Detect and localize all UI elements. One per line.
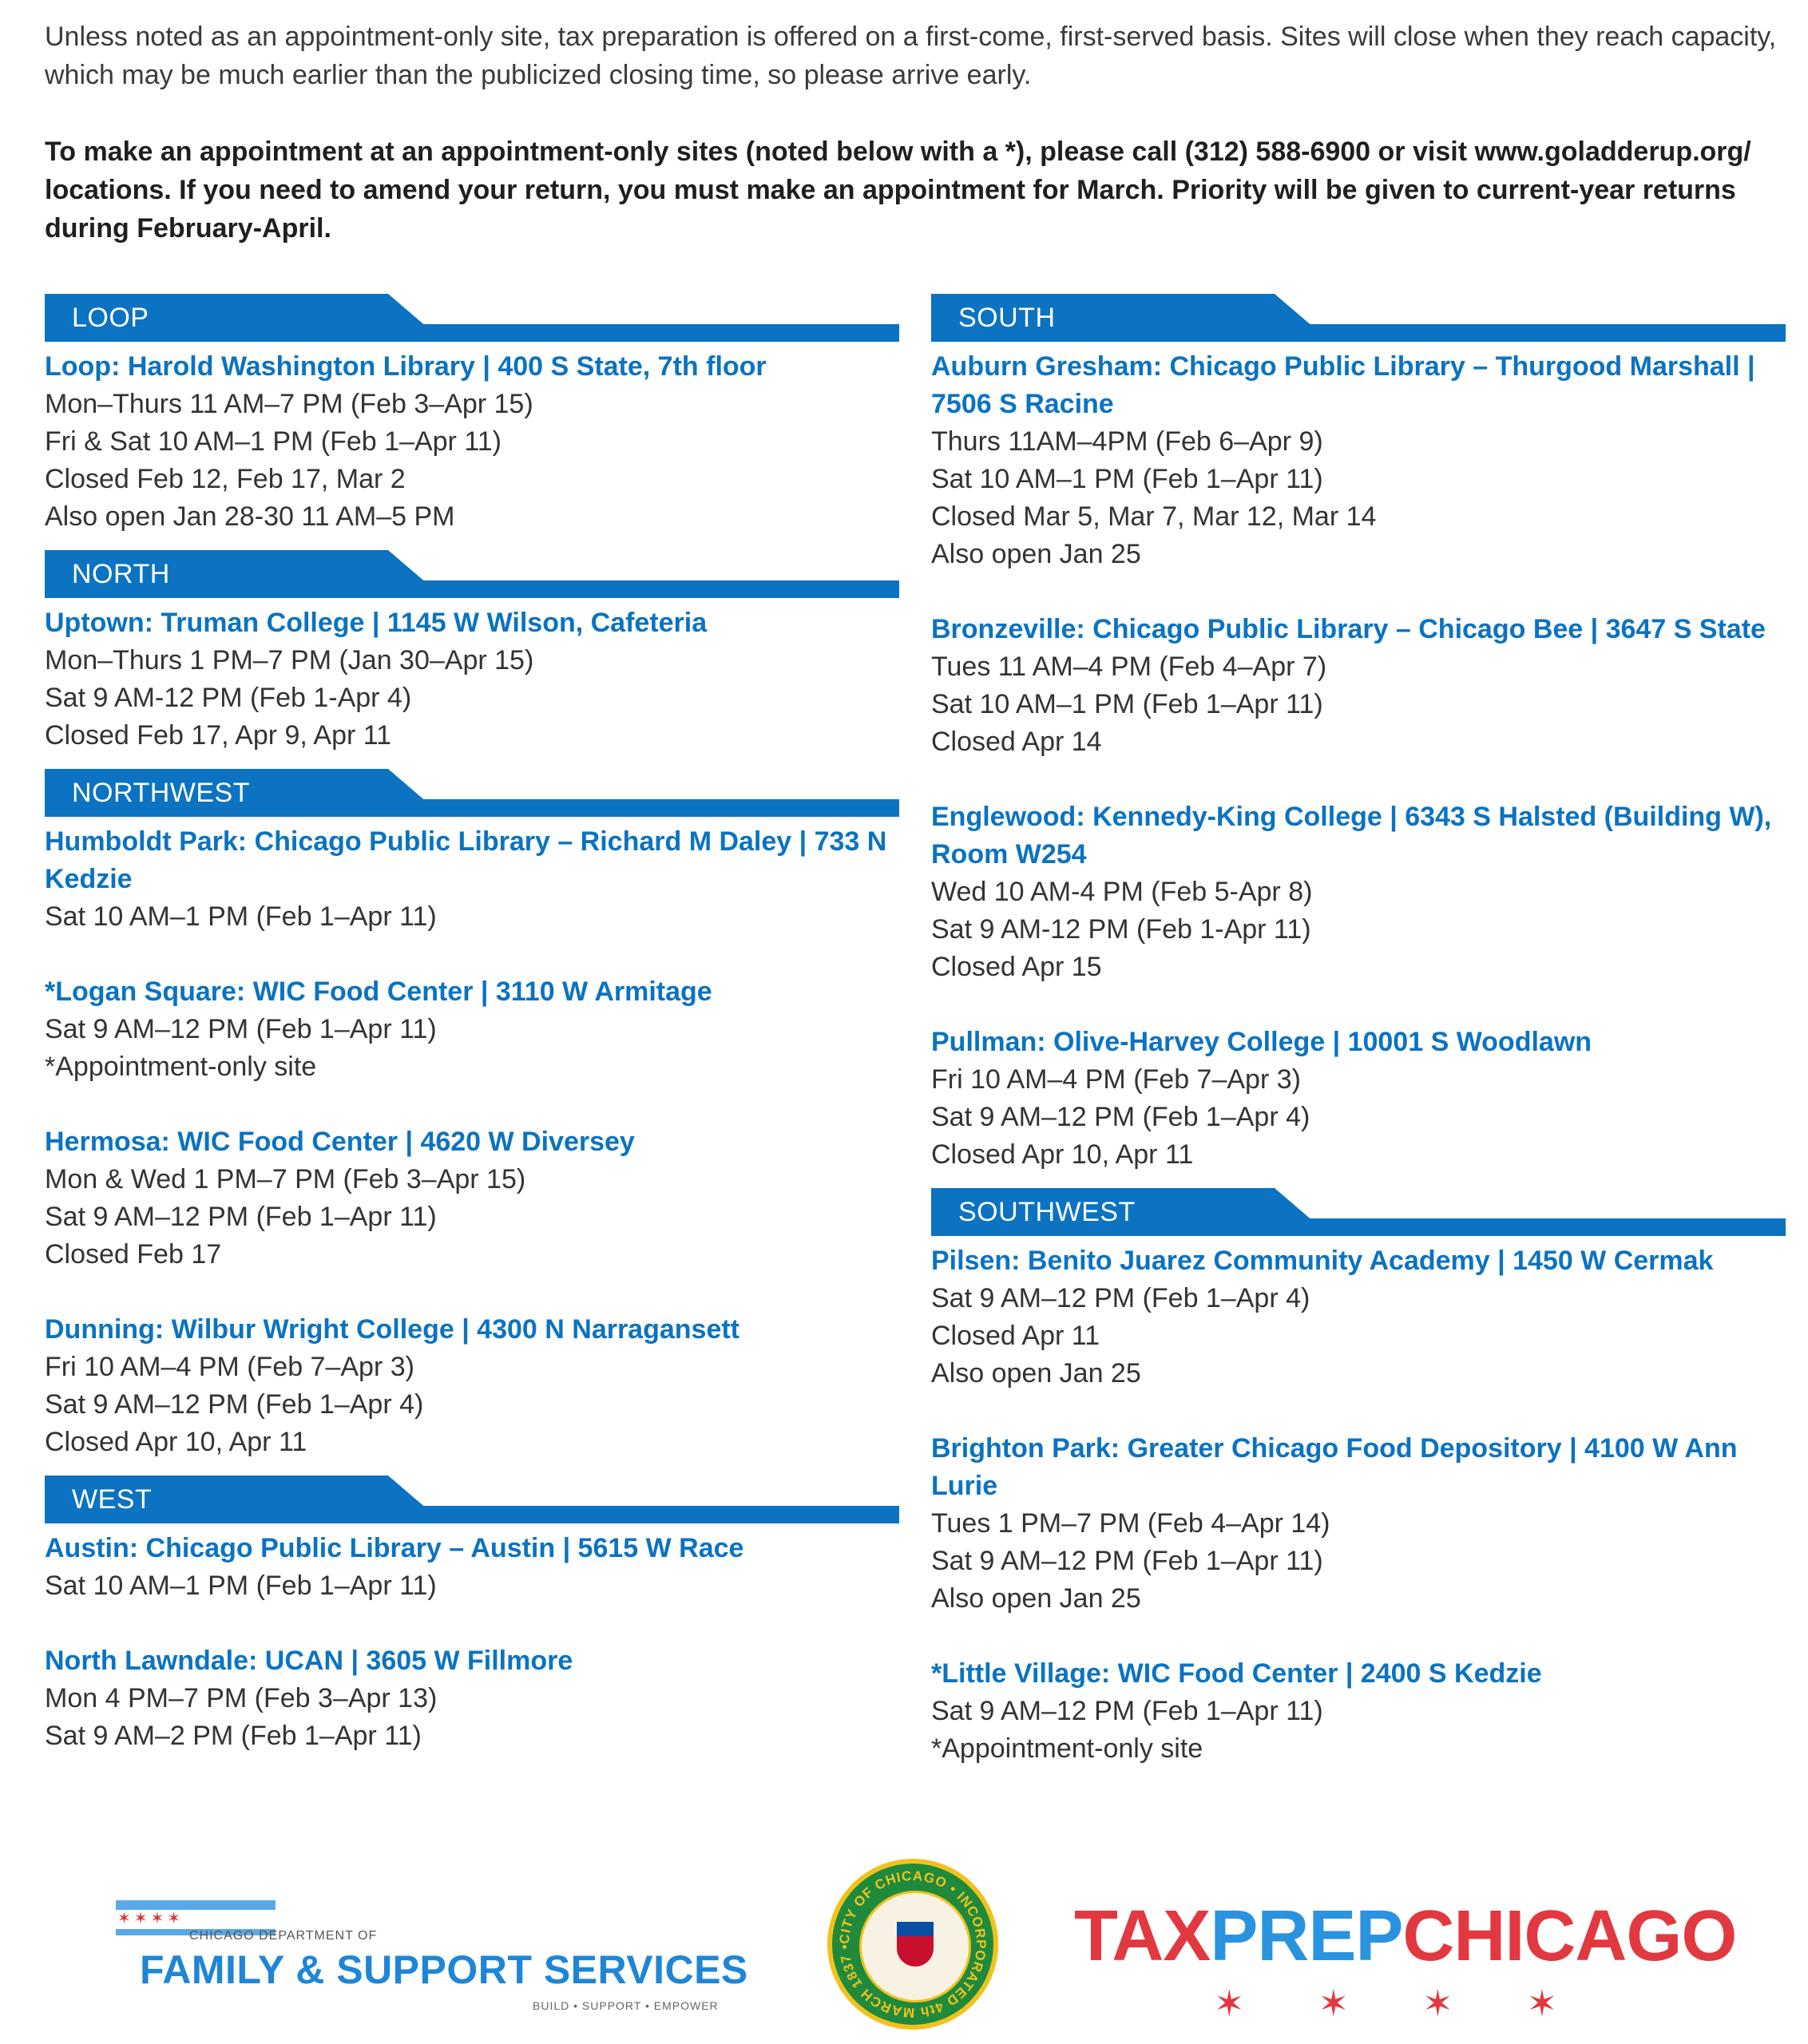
site-hours-line: Closed Apr 10, Apr 11 bbox=[931, 1139, 1194, 1170]
site-hours-line: Also open Jan 25 bbox=[931, 1583, 1141, 1614]
site-hours-line: Sat 9 AM–12 PM (Feb 1–Apr 4) bbox=[45, 1389, 424, 1420]
site-hours-line: Tues 11 AM–4 PM (Feb 4–Apr 7) bbox=[931, 652, 1327, 682]
site-entry bbox=[931, 611, 1786, 761]
site-entry bbox=[931, 1024, 1786, 1174]
site-entry bbox=[45, 1311, 899, 1461]
site-hours-line: Sat 9 AM–12 PM (Feb 1–Apr 4) bbox=[931, 1102, 1310, 1132]
site-hours-line: Tues 1 PM–7 PM (Feb 4–Apr 14) bbox=[931, 1508, 1330, 1539]
site-entry bbox=[45, 604, 899, 755]
intro-text bbox=[45, 18, 1786, 286]
site-name: Brighton Park: Greater Chicago Food Depository | 4100 W Ann Lurie bbox=[931, 1433, 1738, 1501]
region-label: LOOP bbox=[72, 303, 149, 333]
region-header-north bbox=[45, 550, 899, 598]
site-entry bbox=[45, 973, 899, 1086]
site-hours-line: Sat 10 AM–1 PM (Feb 1–Apr 11) bbox=[931, 464, 1323, 494]
region-header-west bbox=[45, 1476, 899, 1523]
site-hours-line: Thurs 11AM–4PM (Feb 6–Apr 9) bbox=[931, 426, 1323, 457]
star-icon: ✶✶✶✶ bbox=[117, 1910, 184, 1927]
site-entry bbox=[45, 1642, 899, 1755]
site-entry bbox=[931, 798, 1786, 986]
left-column bbox=[45, 294, 899, 1769]
site-hours-line: Closed Apr 14 bbox=[931, 727, 1102, 757]
site-name: North Lawndale: UCAN | 3605 W Fillmore bbox=[45, 1646, 573, 1676]
site-entry bbox=[45, 1530, 899, 1605]
site-entry bbox=[931, 1242, 1786, 1392]
star-icon: ✶✶✶✶ bbox=[1214, 1983, 1632, 2024]
site-hours-line: Sat 9 AM-12 PM (Feb 1-Apr 4) bbox=[45, 683, 412, 713]
site-hours-line: Wed 10 AM-4 PM (Feb 5-Apr 8) bbox=[931, 877, 1313, 907]
dfss-department-label: CHICAGO DEPARTMENT OF bbox=[189, 1929, 378, 1943]
site-hours-line: *Appointment-only site bbox=[931, 1733, 1203, 1764]
site-hours-line: Mon & Wed 1 PM–7 PM (Feb 3–Apr 15) bbox=[45, 1164, 526, 1194]
site-hours-line: Mon–Thurs 1 PM–7 PM (Jan 30–Apr 15) bbox=[45, 645, 534, 675]
chicago-flag-icon bbox=[116, 1900, 276, 1910]
site-entry bbox=[931, 1430, 1786, 1618]
region-label: NORTHWEST bbox=[72, 778, 250, 808]
site-hours-line: Mon–Thurs 11 AM–7 PM (Feb 3–Apr 15) bbox=[45, 389, 533, 419]
site-name: Auburn Gresham: Chicago Public Library – Thurgood Marshall | 7506 S Racine bbox=[931, 351, 1755, 419]
region-label: SOUTHWEST bbox=[958, 1197, 1136, 1227]
seal-text: CITY OF CHICAGO • INCORPORATED 4th MARCH 1837 • bbox=[836, 1868, 989, 2021]
region-header-northwest bbox=[45, 769, 899, 817]
site-hours-line: Sat 9 AM–12 PM (Feb 1–Apr 11) bbox=[931, 1696, 1323, 1726]
site-entry bbox=[931, 1655, 1786, 1768]
site-name: *Logan Square: WIC Food Center | 3110 W Armitage bbox=[45, 976, 712, 1007]
region-header-south bbox=[931, 294, 1786, 342]
taxprep-logo-prep: PREP bbox=[1210, 1896, 1403, 1976]
taxprep-logo-tax: TAX bbox=[1074, 1896, 1211, 1976]
dfss-tagline: BUILD • SUPPORT • EMPOWER bbox=[533, 1999, 719, 2012]
site-hours-line: Closed Apr 15 bbox=[931, 952, 1102, 982]
site-entry bbox=[45, 823, 899, 936]
dfss-name: FAMILY & SUPPORT SERVICES bbox=[140, 1947, 748, 1992]
taxprep-logo-chicago: CHICAGO bbox=[1402, 1896, 1737, 1976]
site-hours-line: Also open Jan 25 bbox=[931, 1358, 1141, 1388]
site-hours-line: Closed Feb 12, Feb 17, Mar 2 bbox=[45, 464, 406, 494]
site-hours-line: Fri & Sat 10 AM–1 PM (Feb 1–Apr 11) bbox=[45, 426, 502, 457]
site-hours-line: Sat 10 AM–1 PM (Feb 1–Apr 11) bbox=[45, 1571, 437, 1601]
intro-paragraph-first-come: Unless noted as an appointment-only site, tax preparation is offered on a first-come, first-served basis. Sites will close when they reach capacity, which may be much earlier than the publicized closing time, so please arrive early. bbox=[45, 22, 1777, 90]
site-hours-line: Closed Apr 11 bbox=[931, 1321, 1100, 1351]
region-label: SOUTH bbox=[958, 303, 1056, 333]
site-name: Pullman: Olive-Harvey College | 10001 S Woodlawn bbox=[931, 1027, 1592, 1057]
taxprepchicago-logo bbox=[1074, 1896, 1736, 1976]
site-name: Loop: Harold Washington Library | 400 S State, 7th floor bbox=[45, 351, 767, 382]
site-hours-line: Fri 10 AM–4 PM (Feb 7–Apr 3) bbox=[45, 1352, 414, 1382]
city-seal-icon bbox=[827, 1859, 998, 2030]
site-name: Pilsen: Benito Juarez Community Academy | 1450 W Cermak bbox=[931, 1246, 1714, 1276]
region-header-loop bbox=[45, 294, 899, 342]
site-name: Uptown: Truman College | 1145 W Wilson, Cafeteria bbox=[45, 608, 708, 638]
site-hours-line: Sat 9 AM–12 PM (Feb 1–Apr 11) bbox=[931, 1546, 1323, 1576]
site-name: Dunning: Wilbur Wright College | 4300 N Narragansett bbox=[45, 1314, 740, 1345]
dfss-logo bbox=[108, 1900, 748, 2012]
site-entry bbox=[45, 1123, 899, 1274]
site-entry bbox=[45, 348, 899, 536]
seal-center bbox=[859, 1891, 971, 2002]
site-hours-line: Closed Feb 17 bbox=[45, 1239, 222, 1270]
site-name: Humboldt Park: Chicago Public Library – Richard M Daley | 733 N Kedzie bbox=[45, 826, 887, 894]
right-column bbox=[931, 294, 1786, 1782]
region-header-southwest bbox=[931, 1188, 1786, 1236]
site-hours-line: Closed Feb 17, Apr 9, Apr 11 bbox=[45, 720, 392, 751]
site-name: *Little Village: WIC Food Center | 2400 S Kedzie bbox=[931, 1658, 1542, 1689]
site-hours-line: Sat 9 AM–12 PM (Feb 1–Apr 4) bbox=[931, 1283, 1310, 1313]
site-hours-line: Sat 9 AM-12 PM (Feb 1-Apr 11) bbox=[931, 914, 1311, 945]
site-hours-line: Sat 9 AM–12 PM (Feb 1–Apr 11) bbox=[45, 1202, 437, 1232]
footer-logos bbox=[0, 1852, 1808, 2044]
site-hours-line: Sat 10 AM–1 PM (Feb 1–Apr 11) bbox=[931, 689, 1323, 719]
site-entry bbox=[931, 348, 1786, 573]
site-hours-line: Closed Apr 10, Apr 11 bbox=[45, 1427, 307, 1457]
site-name: Hermosa: WIC Food Center | 4620 W Diversey bbox=[45, 1127, 635, 1157]
site-hours-line: Also open Jan 25 bbox=[931, 539, 1141, 569]
site-hours-line: *Appointment-only site bbox=[45, 1052, 317, 1082]
site-name: Austin: Chicago Public Library – Austin | 5615 W Race bbox=[45, 1533, 744, 1563]
intro-paragraph-appointment: To make an appointment at an appointment-only sites (noted below with a *), please call (312) 588-6900 or visit www.goladderup.org/ locations. If you need to amend your return, you must make an appointment for March. Priority will be given to current-year returns during February-April. bbox=[45, 137, 1751, 244]
region-label: WEST bbox=[72, 1484, 153, 1515]
site-hours-line: Also open Jan 28-30 11 AM–5 PM bbox=[45, 501, 455, 532]
site-hours-line: Sat 10 AM–1 PM (Feb 1–Apr 11) bbox=[45, 901, 437, 932]
site-hours-line: Sat 9 AM–12 PM (Feb 1–Apr 11) bbox=[45, 1014, 437, 1044]
site-name: Bronzeville: Chicago Public Library – Chicago Bee | 3647 S State bbox=[931, 614, 1766, 644]
region-label: NORTH bbox=[72, 559, 170, 589]
site-hours-line: Mon 4 PM–7 PM (Feb 3–Apr 13) bbox=[45, 1683, 438, 1713]
site-hours-line: Sat 9 AM–2 PM (Feb 1–Apr 11) bbox=[45, 1721, 422, 1751]
site-name: Englewood: Kennedy-King College | 6343 S Halsted (Building W), Room W254 bbox=[931, 802, 1772, 869]
seal-shield-top bbox=[897, 1922, 934, 1936]
site-hours-line: Fri 10 AM–4 PM (Feb 7–Apr 3) bbox=[931, 1064, 1301, 1095]
site-hours-line: Closed Mar 5, Mar 7, Mar 12, Mar 14 bbox=[931, 501, 1377, 532]
